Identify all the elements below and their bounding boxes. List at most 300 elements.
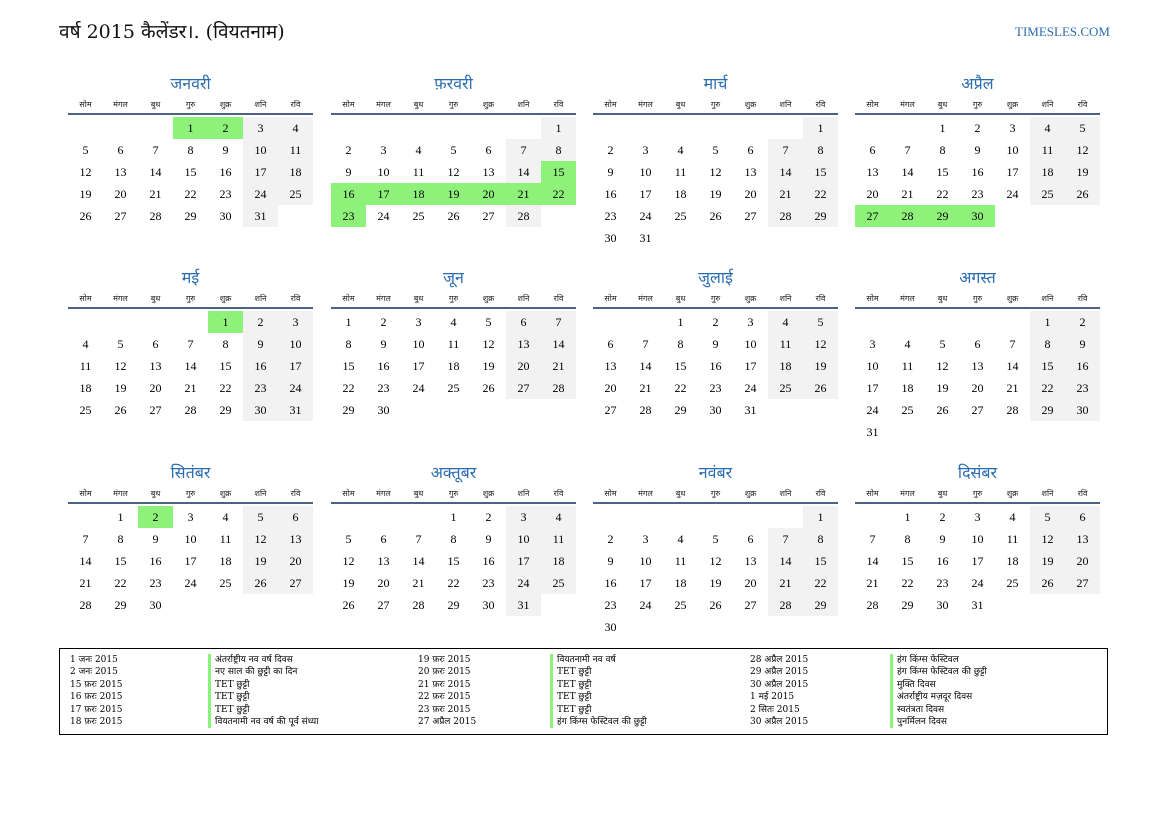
weekday-label: शुक्र (219, 294, 232, 303)
weekday-label: मंगल (900, 100, 915, 109)
weekday-label: शुक्र (219, 100, 232, 109)
header-rule (68, 502, 313, 504)
day-cell: 12 (114, 359, 127, 373)
day-cell: 16 (149, 554, 162, 568)
day-cell: 12 (482, 337, 495, 351)
holiday-name: TET छुट्टी (550, 691, 591, 703)
holiday-date: 21 फ़रः 2015 (418, 679, 471, 690)
day-cell: 23 (243, 377, 278, 399)
day-cell: 18 (219, 554, 232, 568)
day-cell: 26 (447, 209, 460, 223)
header-rule (68, 113, 313, 115)
day-cell: 22 (674, 381, 687, 395)
day-cell: 22 (1030, 377, 1065, 399)
weekday-label: शनि (779, 100, 792, 109)
day-cell: 19 (114, 381, 127, 395)
day-cell: 28 (768, 205, 803, 227)
day-cell: 29 (925, 205, 960, 227)
day-cell: 29 (803, 205, 838, 227)
day-cell: 1 (803, 506, 838, 528)
month-block (855, 266, 1100, 456)
day-cell: 26 (1065, 183, 1100, 205)
holiday-date: 1 जनः 2015 (70, 655, 118, 665)
day-cell: 26 (709, 598, 722, 612)
month-block (331, 461, 576, 651)
day-cell: 23 (936, 576, 949, 590)
holiday-name: पुनर्मिलन दिवस (890, 716, 947, 728)
month-block (855, 72, 1100, 262)
day-cell: 18 (278, 161, 313, 183)
header-rule (855, 502, 1100, 504)
day-cell: 2 (243, 311, 278, 333)
day-cell: 13 (482, 165, 495, 179)
day-cell: 5 (712, 143, 719, 157)
day-cell: 9 (152, 532, 159, 546)
day-cell: 28 (639, 403, 652, 417)
day-cell: 30 (604, 620, 617, 634)
day-cell: 19 (803, 355, 838, 377)
day-cell: 20 (506, 355, 541, 377)
holiday-name: अंतर्राष्ट्रीय नव वर्ष दिवस (208, 654, 293, 666)
holiday-date: 23 फ़रः 2015 (418, 704, 471, 715)
day-cell: 8 (222, 337, 229, 351)
weekday-label: बुध (675, 489, 686, 498)
day-cell: 3 (869, 337, 876, 351)
day-cell: 22 (541, 183, 576, 205)
weekday-label: रवि (553, 294, 564, 303)
day-cell: 18 (541, 550, 576, 572)
day-cell: 2 (138, 506, 173, 528)
day-cell: 16 (331, 183, 366, 205)
weekday-label: सोम (866, 294, 879, 303)
day-cell: 16 (936, 554, 949, 568)
day-cell: 21 (184, 381, 197, 395)
day-cell: 27 (506, 377, 541, 399)
day-cell: 24 (412, 381, 425, 395)
day-cell: 26 (482, 381, 495, 395)
day-cell: 3 (1009, 121, 1016, 135)
month-name: जून (443, 268, 464, 287)
holiday-name: वियतनामी नव वर्ष की पूर्व संध्या (208, 716, 319, 728)
day-cell: 25 (79, 403, 92, 417)
day-cell: 5 (712, 532, 719, 546)
weekday-label: रवि (553, 489, 564, 498)
day-cell: 1 (117, 510, 124, 524)
day-cell: 7 (642, 337, 649, 351)
day-cell: 8 (803, 139, 838, 161)
day-cell: 12 (1030, 528, 1065, 550)
day-cell: 20 (1065, 550, 1100, 572)
weekday-label: बुध (413, 100, 424, 109)
day-cell: 20 (377, 576, 390, 590)
day-cell: 5 (939, 337, 946, 351)
day-cell: 22 (184, 187, 197, 201)
day-cell: 13 (149, 359, 162, 373)
day-cell: 2 (208, 117, 243, 139)
day-cell: 13 (1065, 528, 1100, 550)
month-name: मार्च (703, 74, 728, 93)
day-cell: 14 (79, 554, 92, 568)
weekday-label: रवि (290, 489, 301, 498)
day-cell: 15 (184, 165, 197, 179)
day-cell: 14 (506, 161, 541, 183)
day-cell: 17 (639, 187, 652, 201)
day-cell: 14 (149, 165, 162, 179)
day-cell: 13 (114, 165, 127, 179)
day-cell: 23 (709, 381, 722, 395)
weekday-label: बुध (150, 100, 161, 109)
day-cell: 22 (936, 187, 949, 201)
day-cell: 19 (1065, 161, 1100, 183)
day-cell: 25 (412, 209, 425, 223)
day-cell: 8 (939, 143, 946, 157)
day-cell: 17 (412, 359, 425, 373)
day-cell: 20 (744, 187, 757, 201)
day-cell: 5 (117, 337, 124, 351)
holiday-date: 28 अप्रैल 2015 (750, 655, 809, 665)
header-rule (331, 502, 576, 504)
day-cell: 27 (482, 209, 495, 223)
holiday-name: हंग किंग्स फेस्टिवल की छुट्टी (550, 716, 647, 728)
day-cell: 23 (149, 576, 162, 590)
day-cell: 21 (1006, 381, 1019, 395)
day-cell: 25 (674, 209, 687, 223)
day-cell: 11 (1006, 532, 1019, 546)
day-cell: 19 (79, 187, 92, 201)
day-cell: 20 (604, 381, 617, 395)
weekday-label: रवि (1077, 294, 1088, 303)
day-cell: 4 (768, 311, 803, 333)
day-cell: 29 (447, 598, 460, 612)
holiday-date: 1 मई 2015 (750, 692, 795, 703)
day-cell: 27 (744, 209, 757, 223)
day-cell: 9 (222, 143, 229, 157)
day-cell: 27 (971, 403, 984, 417)
day-cell: 17 (971, 554, 984, 568)
day-cell: 23 (604, 209, 617, 223)
weekday-label: सोम (604, 100, 617, 109)
day-cell: 17 (366, 183, 401, 205)
day-cell: 30 (243, 399, 278, 421)
day-cell: 13 (971, 359, 984, 373)
weekday-label: गुरु (185, 100, 196, 109)
day-cell: 3 (642, 143, 649, 157)
day-cell: 24 (744, 381, 757, 395)
day-cell: 9 (243, 333, 278, 355)
day-cell: 6 (869, 143, 876, 157)
weekday-label: बुध (937, 489, 948, 498)
holiday-date: 27 अप्रैल 2015 (418, 717, 477, 727)
day-cell: 3 (506, 506, 541, 528)
day-cell: 29 (342, 403, 355, 417)
day-cell: 17 (744, 359, 757, 373)
day-cell: 31 (278, 399, 313, 421)
weekday-label: रवि (1077, 100, 1088, 109)
day-cell: 20 (971, 381, 984, 395)
holiday-name: स्वतंत्रता दिवस (890, 704, 944, 716)
weekday-label: गुरु (710, 294, 721, 303)
day-cell: 4 (450, 315, 457, 329)
day-cell: 23 (971, 187, 984, 201)
day-cell: 4 (1009, 510, 1016, 524)
day-cell: 8 (345, 337, 352, 351)
weekday-label: मंगल (376, 489, 391, 498)
day-cell: 19 (936, 381, 949, 395)
weekday-label: गुरु (448, 294, 459, 303)
day-cell: 5 (82, 143, 89, 157)
day-cell: 24 (639, 598, 652, 612)
month-block (68, 72, 313, 262)
day-cell: 27 (744, 598, 757, 612)
day-cell: 14 (768, 161, 803, 183)
day-cell: 12 (342, 554, 355, 568)
holiday-name: TET छुट्टी (550, 679, 591, 691)
day-cell: 5 (485, 315, 492, 329)
day-cell: 26 (936, 403, 949, 417)
day-cell: 3 (380, 143, 387, 157)
day-cell: 22 (901, 576, 914, 590)
header-rule (331, 307, 576, 309)
day-cell: 31 (506, 594, 541, 616)
weekday-label: सोम (342, 489, 355, 498)
day-cell: 3 (278, 311, 313, 333)
day-cell: 7 (1009, 337, 1016, 351)
day-cell: 5 (345, 532, 352, 546)
weekday-label: मंगल (113, 294, 128, 303)
weekday-label: बुध (937, 100, 948, 109)
day-cell: 26 (709, 209, 722, 223)
month-name: फ़रवरी (434, 74, 473, 93)
day-cell: 25 (1006, 576, 1019, 590)
weekday-label: शुक्र (219, 489, 232, 498)
day-cell: 8 (803, 528, 838, 550)
day-cell: 4 (904, 337, 911, 351)
day-cell: 23 (219, 187, 232, 201)
holiday-date: 18 फ़रः 2015 (70, 717, 123, 727)
day-cell: 21 (79, 576, 92, 590)
month-name: मई (181, 268, 200, 287)
weekday-label: मंगल (638, 294, 653, 303)
header-rule (593, 113, 838, 115)
weekday-label: सोम (342, 294, 355, 303)
day-cell: 4 (541, 506, 576, 528)
day-cell: 27 (278, 572, 313, 594)
day-cell: 17 (866, 381, 879, 395)
day-cell: 25 (768, 377, 803, 399)
weekday-label: शुक्र (744, 489, 757, 498)
day-cell: 30 (1065, 399, 1100, 421)
day-cell: 30 (482, 598, 495, 612)
day-cell: 14 (1006, 359, 1019, 373)
day-cell: 3 (747, 315, 754, 329)
day-cell: 11 (219, 532, 232, 546)
day-cell: 15 (114, 554, 127, 568)
holiday-date: 19 फ़रः 2015 (418, 655, 471, 665)
day-cell: 9 (1065, 333, 1100, 355)
weekday-label: शनि (517, 489, 530, 498)
holiday-date: 20 फ़रः 2015 (418, 667, 471, 678)
day-cell: 20 (114, 187, 127, 201)
day-cell: 6 (152, 337, 159, 351)
day-cell: 21 (149, 187, 162, 201)
day-cell: 11 (768, 333, 803, 355)
day-cell: 24 (1006, 187, 1019, 201)
weekday-label: रवि (290, 294, 301, 303)
day-cell: 10 (639, 554, 652, 568)
day-cell: 2 (939, 510, 946, 524)
day-cell: 27 (1065, 572, 1100, 594)
weekday-label: मंगल (638, 489, 653, 498)
day-cell: 2 (345, 143, 352, 157)
site-link[interactable]: TIMESLES.COM (1015, 24, 1110, 39)
holiday-date: 16 फ़रः 2015 (70, 692, 123, 703)
weekday-label: सोम (342, 100, 355, 109)
day-cell: 29 (219, 403, 232, 417)
holiday-name: TET छुट्टी (208, 704, 249, 716)
day-cell: 6 (747, 532, 754, 546)
weekday-label: रवि (815, 489, 826, 498)
day-cell: 13 (377, 554, 390, 568)
day-cell: 7 (541, 311, 576, 333)
day-cell: 6 (506, 311, 541, 333)
day-cell: 4 (415, 143, 422, 157)
weekday-label: शनि (517, 294, 530, 303)
weekday-label: गुरु (972, 100, 983, 109)
weekday-label: रवि (1077, 489, 1088, 498)
holiday-name: TET छुट्टी (550, 704, 591, 716)
day-cell: 14 (639, 359, 652, 373)
weekday-label: गुरु (710, 489, 721, 498)
day-cell: 1 (803, 117, 838, 139)
day-cell: 3 (187, 510, 194, 524)
day-cell: 22 (114, 576, 127, 590)
day-cell: 9 (974, 143, 981, 157)
day-cell: 11 (447, 337, 460, 351)
day-cell: 17 (184, 554, 197, 568)
day-cell: 6 (1065, 506, 1100, 528)
weekday-label: सोम (79, 489, 92, 498)
day-cell: 28 (79, 598, 92, 612)
day-cell: 21 (768, 183, 803, 205)
day-cell: 10 (184, 532, 197, 546)
day-cell: 29 (803, 594, 838, 616)
day-cell: 2 (607, 143, 614, 157)
day-cell: 11 (412, 165, 425, 179)
day-cell: 9 (939, 532, 946, 546)
day-cell: 15 (219, 359, 232, 373)
day-cell: 6 (974, 337, 981, 351)
weekday-label: मंगल (376, 100, 391, 109)
day-cell: 2 (607, 532, 614, 546)
day-cell: 27 (604, 403, 617, 417)
weekday-label: शनि (1041, 294, 1054, 303)
day-cell: 7 (152, 143, 159, 157)
day-cell: 31 (971, 598, 984, 612)
day-cell: 21 (506, 183, 541, 205)
day-cell: 14 (901, 165, 914, 179)
day-cell: 9 (380, 337, 387, 351)
day-cell: 12 (803, 333, 838, 355)
day-cell: 18 (674, 576, 687, 590)
day-cell: 1 (345, 315, 352, 329)
day-cell: 18 (1030, 161, 1065, 183)
month-name: जुलाई (698, 268, 733, 287)
day-cell: 11 (278, 139, 313, 161)
day-cell: 15 (342, 359, 355, 373)
day-cell: 30 (149, 598, 162, 612)
day-cell: 19 (243, 550, 278, 572)
day-cell: 7 (187, 337, 194, 351)
day-cell: 24 (639, 209, 652, 223)
holiday-date: 22 फ़रः 2015 (418, 692, 471, 703)
day-cell: 15 (447, 554, 460, 568)
day-cell: 25 (278, 183, 313, 205)
month-block (855, 461, 1100, 651)
day-cell: 14 (184, 359, 197, 373)
holiday-name: मुक्ति दिवस (890, 679, 936, 691)
day-cell: 7 (768, 139, 803, 161)
day-cell: 29 (114, 598, 127, 612)
day-cell: 1 (173, 117, 208, 139)
month-block (331, 72, 576, 262)
day-cell: 18 (401, 183, 436, 205)
month-name: जनवरी (170, 74, 211, 93)
day-cell: 15 (901, 554, 914, 568)
day-cell: 26 (803, 377, 838, 399)
weekday-label: शनि (1041, 489, 1054, 498)
day-cell: 14 (866, 554, 879, 568)
day-cell: 19 (342, 576, 355, 590)
weekday-label: बुध (413, 294, 424, 303)
day-cell: 18 (901, 381, 914, 395)
month-name: दिसंबर (957, 463, 998, 482)
weekday-label: शनि (254, 100, 267, 109)
day-cell: 18 (1006, 554, 1019, 568)
day-cell: 31 (744, 403, 757, 417)
day-cell: 4 (677, 532, 684, 546)
day-cell: 16 (482, 554, 495, 568)
holiday-date: 30 अप्रैल 2015 (750, 717, 809, 727)
day-cell: 22 (447, 576, 460, 590)
day-cell: 25 (447, 381, 460, 395)
day-cell: 6 (607, 337, 614, 351)
day-cell: 11 (674, 554, 687, 568)
month-name: अगस्त (959, 268, 996, 287)
weekday-label: बुध (675, 100, 686, 109)
day-cell: 26 (243, 572, 278, 594)
weekday-label: रवि (815, 100, 826, 109)
month-name: सितंबर (170, 463, 211, 482)
day-cell: 30 (219, 209, 232, 223)
day-cell: 27 (855, 205, 890, 227)
weekday-label: बुध (413, 489, 424, 498)
day-cell: 22 (803, 572, 838, 594)
holiday-name: TET छुट्टी (208, 679, 249, 691)
day-cell: 15 (936, 165, 949, 179)
day-cell: 21 (768, 572, 803, 594)
weekday-label: शुक्र (744, 294, 757, 303)
weekday-label: गुरु (185, 489, 196, 498)
day-cell: 1 (450, 510, 457, 524)
weekday-label: बुध (937, 294, 948, 303)
day-cell: 10 (278, 333, 313, 355)
day-cell: 5 (803, 311, 838, 333)
day-cell: 2 (712, 315, 719, 329)
day-cell: 13 (604, 359, 617, 373)
day-cell: 6 (117, 143, 124, 157)
header-rule (68, 307, 313, 309)
day-cell: 11 (79, 359, 92, 373)
